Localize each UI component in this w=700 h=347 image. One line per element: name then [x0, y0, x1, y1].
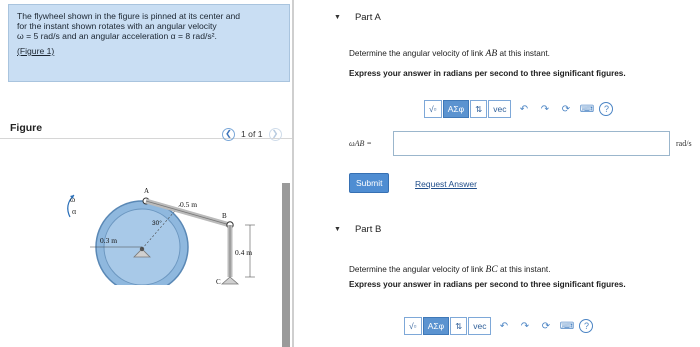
figure-link[interactable]: (Figure 1) [17, 46, 55, 56]
radius-label: 0.3 m [100, 236, 118, 245]
undo-icon[interactable]: ↶ [499, 320, 509, 332]
template-group [424, 100, 511, 118]
request-answer-link[interactable]: Request Answer [415, 179, 477, 189]
part-a-question-prefix: Determine the angular velocity of link [349, 49, 484, 58]
part-a-question-var: AB [485, 49, 498, 59]
redo-icon[interactable]: ↷ [520, 320, 530, 332]
figure-pager [222, 127, 282, 141]
part-a-answer-row [349, 131, 693, 156]
part-b-question [349, 265, 551, 275]
part-b-title: Part B [354, 224, 382, 235]
part-b-instruction: Express your answer in radians per second to three significant figures. [349, 280, 626, 289]
help-icon[interactable]: ? [599, 102, 613, 116]
vector-button[interactable]: vec [468, 317, 491, 335]
figure-scrollbar[interactable] [282, 183, 290, 347]
bc-length-label: 0.4 m [235, 248, 253, 257]
part-b-header[interactable] [334, 224, 381, 235]
part-a-question-suffix: at this instant. [499, 49, 550, 58]
omega-ab-input[interactable] [393, 131, 670, 156]
keyboard-icon[interactable]: ⌨ [579, 103, 595, 115]
caret-down-icon: ▼ [334, 14, 341, 21]
help-icon[interactable]: ? [579, 319, 593, 333]
problem-line-2: for the instant shown rotates with an angular velocity [17, 21, 217, 31]
part-a-instruction: Express your answer in radians per second to three significant figures. [349, 69, 626, 78]
sqrt-template-button[interactable]: √▫ [404, 317, 422, 335]
greek-symbols-button[interactable]: ΑΣφ [423, 317, 449, 335]
point-b-label: B [222, 212, 227, 220]
problem-statement [8, 4, 290, 82]
part-a-question [349, 49, 550, 59]
part-b-question-prefix: Determine the angular velocity of link [349, 265, 484, 274]
part-b-math-toolbar [404, 316, 593, 336]
problem-line-1: The flywheel shown in the figure is pinned at its center and [17, 11, 241, 21]
alpha-label: α [72, 207, 77, 216]
pager-text: 1 of 1 [241, 129, 263, 139]
keyboard-icon[interactable]: ⌨ [559, 320, 575, 332]
part-a-title: Part A [354, 12, 381, 23]
problem-line-3: ω = 5 rad/s and an angular acceleration α = 8 rad/s². [17, 31, 217, 41]
point-c-label: C [216, 278, 221, 285]
greek-symbols-button[interactable]: ΑΣφ [443, 100, 469, 118]
figure-title: Figure [10, 122, 43, 134]
answer-unit: rad/s [676, 139, 692, 148]
template-group-b [404, 317, 491, 335]
ab-length-label: 0.5 m [180, 200, 198, 209]
sqrt-template-button[interactable]: √▫ [424, 100, 442, 118]
part-a-math-toolbar [424, 99, 613, 119]
answer-label: ωAB = [349, 139, 372, 148]
point-a-label: A [144, 187, 150, 195]
submit-button[interactable]: Submit [349, 173, 389, 193]
vector-button[interactable]: vec [488, 100, 511, 118]
c-pin-support [222, 277, 238, 284]
reset-icon[interactable]: ⟳ [561, 103, 571, 115]
sort-button[interactable]: ⇅ [450, 317, 467, 335]
sort-button[interactable]: ⇅ [470, 100, 487, 118]
angle-label: 30° [152, 220, 162, 227]
omega-label: ω [70, 195, 76, 204]
reset-icon[interactable]: ⟳ [541, 320, 551, 332]
caret-down-icon: ▼ [334, 226, 341, 233]
part-b-question-var: BC [485, 265, 498, 275]
redo-icon[interactable]: ↷ [540, 103, 550, 115]
parts-panel [294, 0, 700, 347]
flywheel-figure [60, 185, 270, 285]
chevron-right-icon[interactable]: ❯ [269, 128, 282, 141]
undo-icon[interactable]: ↶ [519, 103, 529, 115]
part-a-header[interactable] [334, 12, 381, 23]
chevron-left-icon[interactable]: ❮ [222, 128, 235, 141]
part-b-question-suffix: at this instant. [499, 265, 551, 274]
